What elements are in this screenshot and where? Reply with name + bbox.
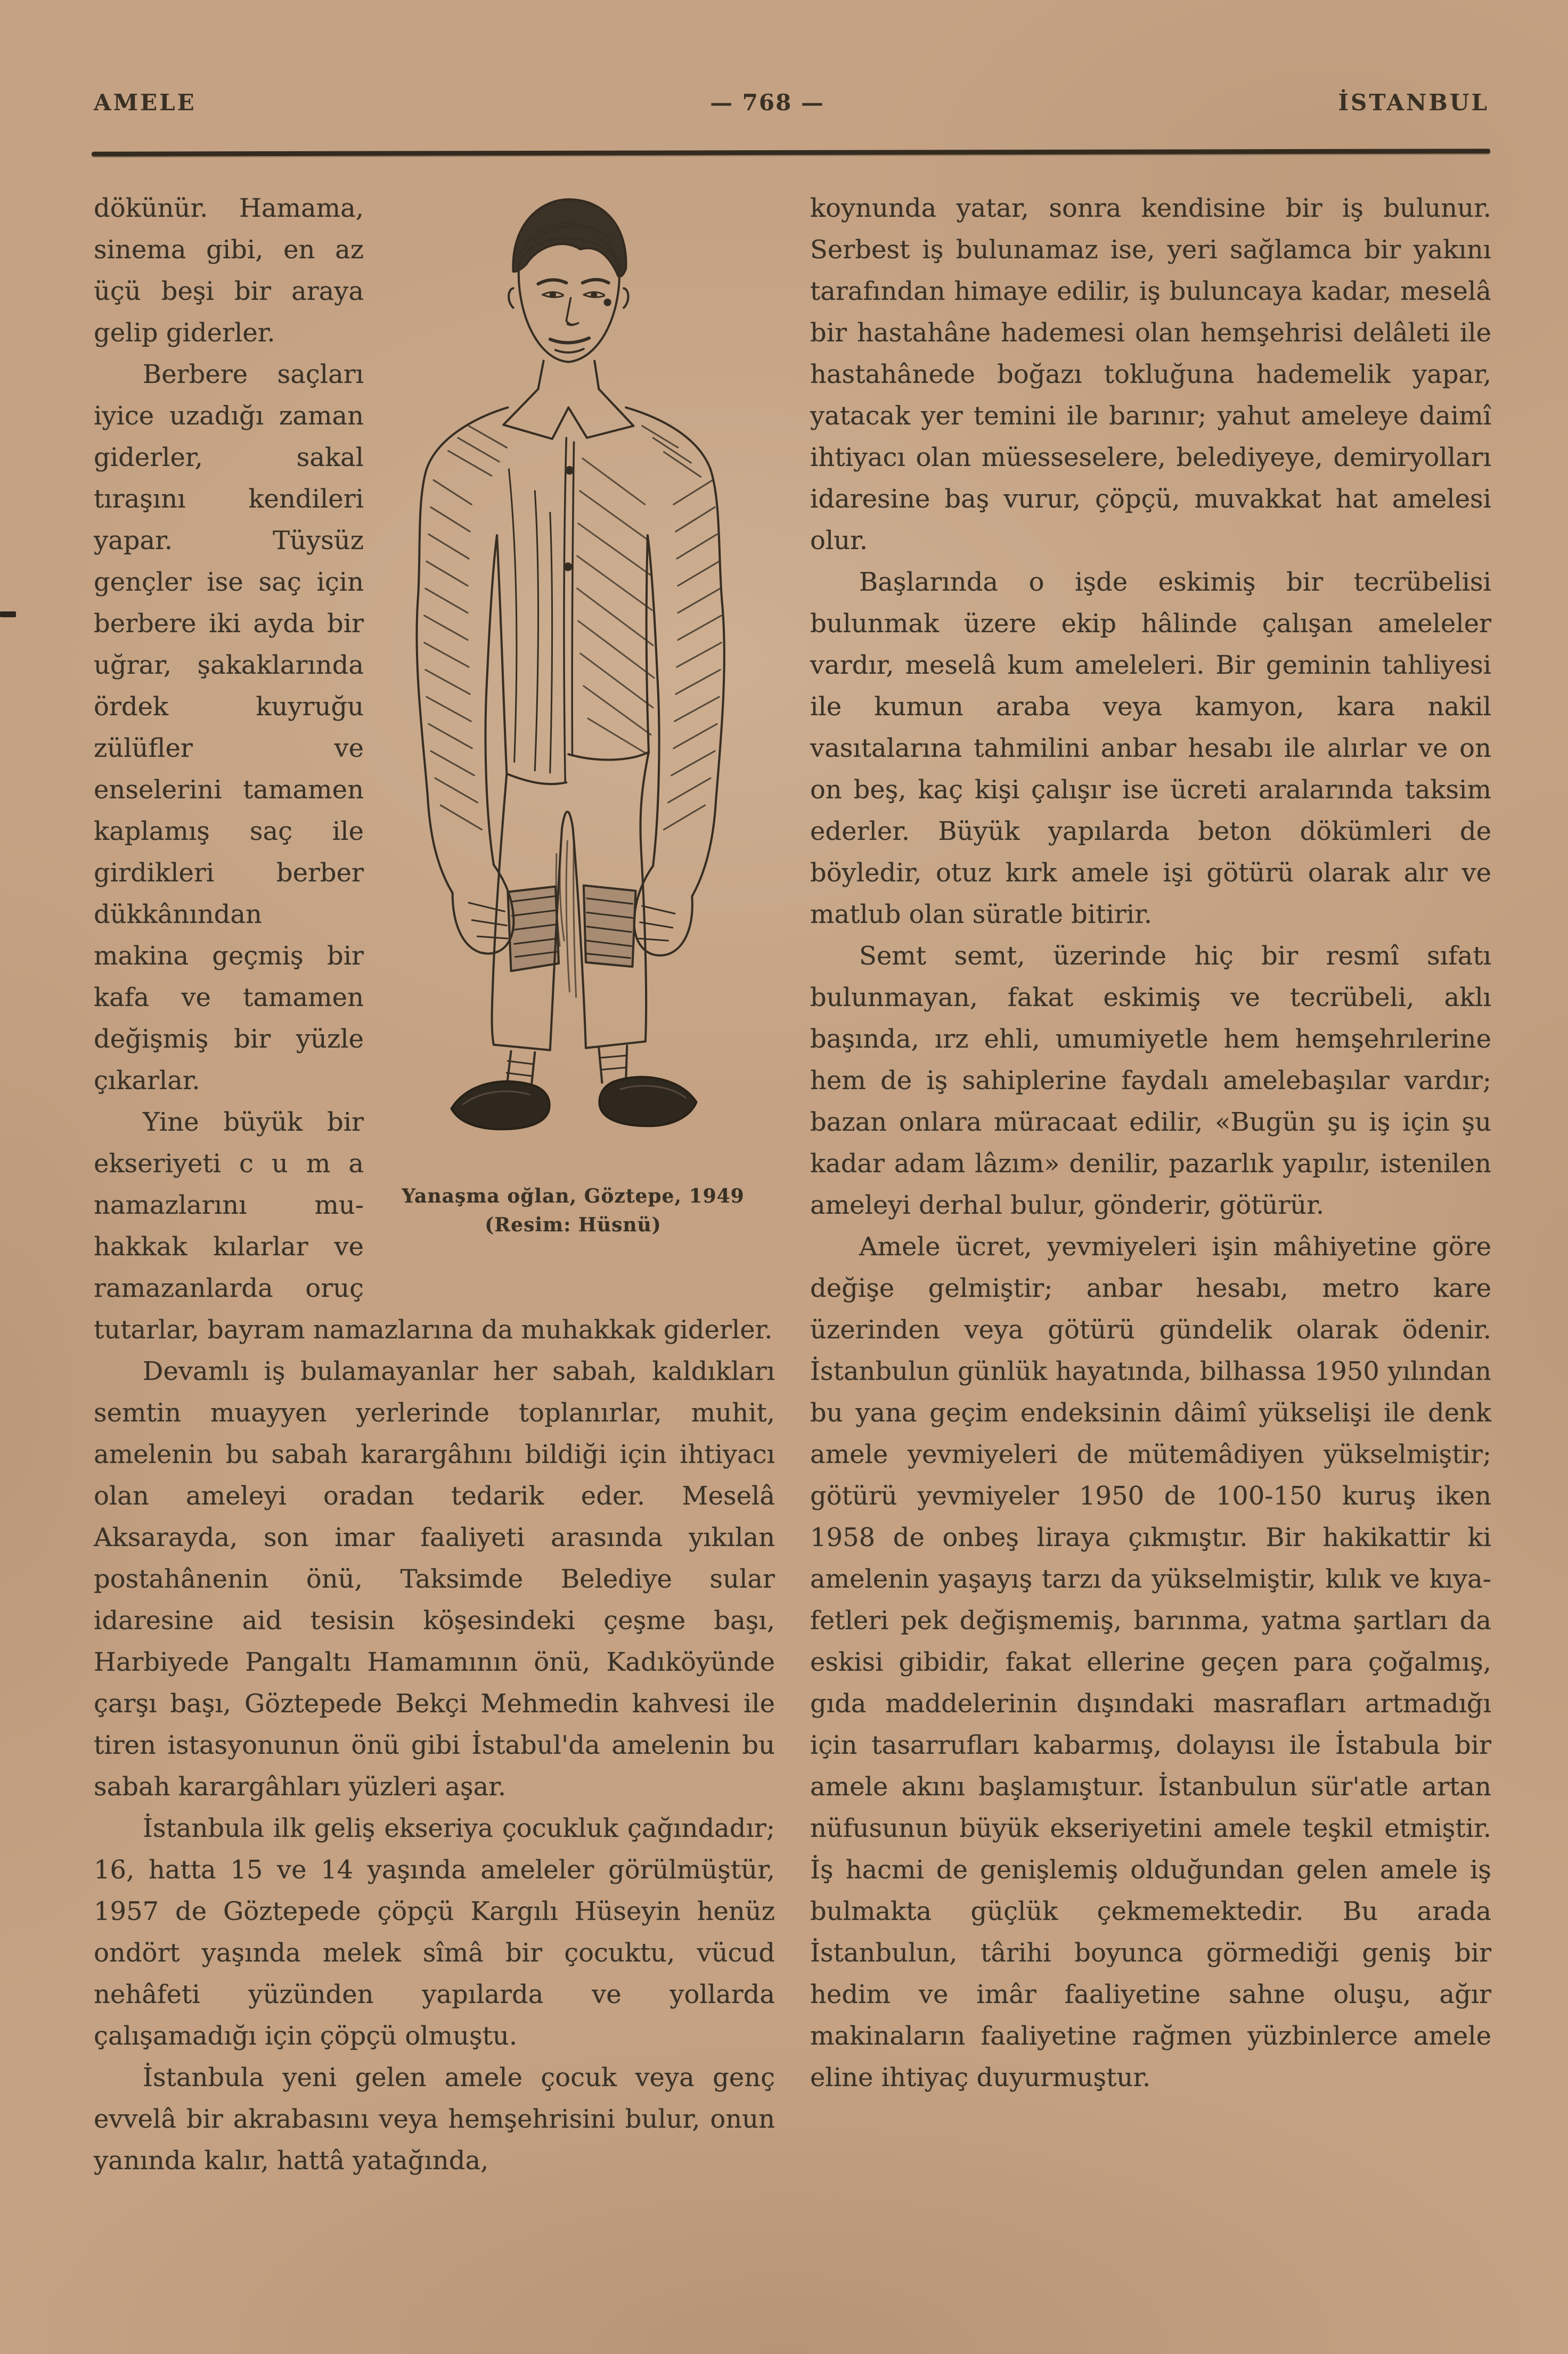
paragraph: Semt semt, üzerinde hiç bir resmî sıfatı bulunmayan, fakat eskimiş ve tecrübeli, aklı başında, ırz ehli, umumiyetle hem hemşehrılerine hem de iş sahiplerine faydalı amelebaşılar vardır; bazan onlara müracaat edilir, «Bugün şu iş için şu kadar adam lâzım» denilir, pazarlık yapılır, istenilen ameleyi derhal bulur, gönderir, götürür. [810, 941, 1491, 1220]
paragraph: dökünür. Hamama, sinema gibi, en az üçü beşi bir araya gelip giderler. [94, 193, 364, 348]
paragraph: İstanbula yeni gelen amele çocuk veya genç evvelâ bir akrabasını veya hemşehrisini bulur, onun yanında kalır, hattâ yatağında, [94, 2063, 775, 2176]
paragraph: Amele ücret, yevmiyeleri işin mâhiyetine göre değişe gelmiştir; anbar hesabı, metro kare üzerinden veya götürü gündelik olarak ödenir. İstanbulun günlük hayatında, bilhassa 1950 yılından bu yana geçim endeksinin dâimî yükselişi ile denk amele yevmiyeleri de mütemâdiyen yükselmiştir; götürü yevmiyeler 1950 de 100-150 kuruş iken 1958 de onbeş liraya çıkmıştır. Bir hakikattir ki amelenin yaşayış tarzı da yükselmiştir, kılık ve kıyafetleri pek değişmemiş, barınma, yatma şartları da eskisi gibidir, fakat ellerine geçen para çoğalmış, gıda maddelerinin dışındaki masrafları artmadığı için tasarrufları kabarmış, dolayısı ile İstabula bir amele akını başlamıştuır. İstanbulun sür'atle artan nüfusunun büyük ekseriyetini amele teşkil etmiştir. İş hacmi de genişlemiş olduğundan gelen amele iş bulmakta güçlük çekmemektedir. Bu arada İstanbulun, târihi boyunca görmediği geniş bir hedim ve imâr faaliyetine sahne oluşu, ağır makinaların faaliyetine rağmen yüzbinlerce amele eline ihtiyaç duyurmuştur. [810, 1232, 1491, 2093]
figure-caption-line2: (Resim: Hüsnü) [485, 1214, 662, 1237]
paragraph: Yine büyük bir ekseriyeti c u m a namazlarını muhakkak kılarlar ve ramazanlarda oruç tutarlar, bayram namazlarına da muhakkak giderler. [94, 1107, 773, 1345]
paragraph: Başlarında o işde eskimiş bir tecrübelisi bulunmak üzere ekip hâlinde çalışan ameleler vardır, meselâ kum ameleleri. Bir geminin tahliyesi ile kumun araba veya kamyon, kara nakil vasıtalarına tahmilini anbar hesabı ile alırlar ve on on beş, kaç kişi çalışır ise ücreti aralarında taksim ederler. Büyük yapılarda beton dökümleri de böyledir, otuz kırk amele işi götürü olarak alır ve matlub olan süratle bitirir. [810, 567, 1491, 929]
page-number: — 768 — [710, 89, 824, 116]
paragraph: İstanbula ilk geliş ekseriya çocukluk çağındadır; 16, hatta 15 ve 14 yaşında ameleler görülmüştür, 1957 de Göztepede çöpçü Kargılı Hüseyin henüz ondört yaşında melek sîmâ bir çocuktu, vücud nehâfeti yüzünden yapılarda ve yollarda çalışamadığı için çöpçü olmuştu. [94, 1813, 775, 2051]
figure-caption [371, 1182, 775, 1239]
figure-caption-line1: Yanaşma oğlan, Göztepe, 1949 [402, 1185, 745, 1208]
right-column [810, 187, 1491, 2181]
figure [371, 187, 775, 1239]
running-title-right: İSTANBUL [1338, 89, 1489, 116]
paragraph: Berbere saçları iyice uzadığı zaman giderler, sakal tıraşını kendileri yapar. Tüysüz gençler ise saç için berbere iki ayda bir uğrar, şakaklarında ördek kuyruğu zülüfler ve enselerini tamamen kaplamış saç ile girdikleri berber dükkânından makina geçmiş bir kafa ve tamamen değişmiş bir yüzle çıkarlar. [94, 359, 364, 1096]
running-title-left: AMELE [94, 89, 197, 116]
text-columns [94, 187, 1491, 2181]
left-column [94, 187, 775, 2181]
paragraph: Devamlı iş bulamayanlar her sabah, kaldıkları semtin muayyen yerlerinde toplanırlar, muhit, amelenin bu sabah karargâhını bildiği için ihtiyacı olan ameleyi oradan tedarik eder. Meselâ Aksarayda, son imar faaliyeti arasında yıkılan postahânenin önü, Taksimde Belediye sular idaresine aid tesisin köşesindeki çeşme başı, Harbiyede Pangaltı Hamamının önü, Kadıköyünde çarşı başı, Göztepede Bekçi Mehmedin kahvesi ile tiren istasyonunun önü gibi İstabul'da amelenin bu sabah karargâhları yüzleri aşar. [94, 1356, 775, 1802]
paragraph: koynunda yatar, sonra kendisine bir iş bulunur. Serbest iş bulunamaz ise, yeri sağlamca bir yakını tarafından himaye edilir, iş buluncaya kadar, meselâ bir hastahâne hademesi olan hemşehrisi delâleti ile hastahânede boğazı tokluğuna hademelik yapar, yatacak yer temini ile barınır; yahut ameleye daimî ihtiyacı olan müesseselere, belediyeye, demiryolları idaresine baş vurur, çöpçü, muvakkat hat amelesi olur. [810, 193, 1491, 555]
margin-mark [0, 611, 16, 617]
labourer-illustration [371, 187, 775, 1163]
header-rule [92, 149, 1490, 156]
page-header [94, 89, 1489, 116]
